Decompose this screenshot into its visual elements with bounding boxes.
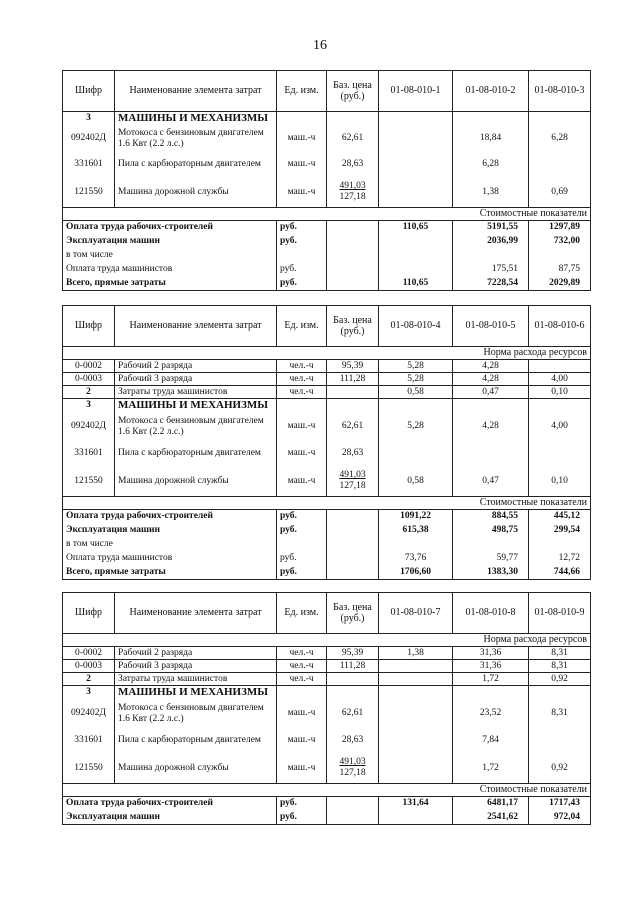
header-col: 01-08-010-3: [529, 71, 591, 112]
table-row: 331601 Пила с карбюраторным двигателем маш.-ч 28,63 7,84: [63, 728, 591, 754]
header-price: Баз. цена (руб.): [327, 71, 379, 112]
header-code: Шифр: [63, 306, 115, 347]
totals-row: Оплата труда рабочих-строителей руб. 1091,22 884,55 445,12: [63, 510, 591, 524]
resource-table-2: Шифр Наименование элемента затрат Ед. изм. Баз. цена (руб.) 01-08-010-4 01-08-010-5 01-08-010-6 Норма расхода ресурсов 0-0002 Рабочий 2 разряда чел.-ч 95,39 5,28 4,28 0-0003 Рабочий 3 разряда чел.-ч 111,28 5,28 4,28 4,00 2 Затраты труда машинистов чел.-ч 0,58 0,47 0,10 3 МАШИНЫ И МЕХАНИЗМЫ 092402Д Мотокоса с бензиновым двигателем 1.6 Квт (2.2 л.с.) маш.-ч 62,61 5,28 4,28 4,00 331601 Пила с карбюраторным двигателем маш.-ч 28,63 121550 Машина дорожной службы маш.-ч 491,03 127,18 0,58 0,47 0,10 Стоимостные показатели Оплата труда рабочих-строителей руб. 1091,22 884,55 445,12 Эксплуатация машин руб. 615,38 498,75 299,54 в том числе Оплата труда машинистов руб. 73,76 59,77 12,72 Всего, прямые затраты руб. 1706,60 1383,30 744,66: [62, 305, 591, 580]
section-title: МАШИНЫ И МЕХАНИЗМЫ: [115, 399, 277, 413]
totals-row: Эксплуатация машин руб. 2541,62 972,04: [63, 811, 591, 825]
header-col: 01-08-010-1: [379, 71, 453, 112]
header-price: Баз. цена (руб.): [327, 593, 379, 634]
header-name: Наименование элемента затрат: [115, 306, 277, 347]
totals-row: Оплата труда машинистов руб. 175,51 87,75: [63, 263, 591, 277]
table-row: 121550 Машина дорожной службы маш.-ч 491,03 127,18 1,38 0,69: [63, 178, 591, 208]
totals-row: Эксплуатация машин руб. 2036,99 732,00: [63, 235, 591, 249]
page-number: 16: [313, 38, 327, 53]
table-row: 092402Д Мотокоса с бензиновым двигателем 1.6 Квт (2.2 л.с.) маш.-ч 62,61 23,52 8,31: [63, 700, 591, 728]
header-code: Шифр: [63, 593, 115, 634]
table-row: 2 Затраты труда машинистов чел.-ч 1,72 0,92: [63, 673, 591, 686]
table-row: 0-0003 Рабочий 3 разряда чел.-ч 111,28 5,28 4,28 4,00: [63, 373, 591, 386]
totals-row: Оплата труда рабочих-строителей руб. 110,65 5191,55 1297,89: [63, 221, 591, 235]
table-row: 0-0002 Рабочий 2 разряда чел.-ч 95,39 1,38 31,36 8,31: [63, 647, 591, 660]
totals-row: Всего, прямые затраты руб. 1706,60 1383,30 744,66: [63, 566, 591, 580]
resource-table-3: [62, 592, 591, 825]
table-row: 331601 Пила с карбюраторным двигателем маш.-ч 28,63: [63, 441, 591, 467]
resource-norm-caption: Норма расхода ресурсов: [63, 347, 591, 360]
section-code: 3: [63, 112, 115, 126]
totals-row: Всего, прямые затраты руб. 110,65 7228,54 2029,89: [63, 277, 591, 291]
table-row: 092402Д Мотокоса с бензиновым двигателем 1.6 Квт (2.2 л.с.) маш.-ч 62,61 5,28 4,28 4,00: [63, 413, 591, 441]
cost-indicators-caption: Стоимостные показатели: [63, 784, 591, 797]
section-code: 3: [63, 686, 115, 700]
table-row: 2 Затраты труда машинистов чел.-ч 0,58 0,47 0,10: [63, 386, 591, 399]
section-title: МАШИНЫ И МЕХАНИЗМЫ: [115, 686, 277, 700]
header-code: Шифр: [63, 71, 115, 112]
totals-row: Эксплуатация машин руб. 615,38 498,75 299,54: [63, 524, 591, 538]
section-code: 3: [63, 399, 115, 413]
table-row: 092402Д Мотокоса с бензиновым двигателем 1.6 Квт (2.2 л.с.) маш.-ч 62,61 18,84 6,28: [63, 126, 591, 152]
cost-indicators-caption: Стоимостные показатели: [63, 497, 591, 510]
table-row: 0-0002 Рабочий 2 разряда чел.-ч 95,39 5,28 4,28: [63, 360, 591, 373]
resource-norm-caption: Норма расхода ресурсов: [63, 634, 591, 647]
header-col: 01-08-010-7: [379, 593, 453, 634]
resource-table-1: Шифр Наименование элемента затрат Ед. изм. Баз. цена (руб.) 01-08-010-1 01-08-010-2 01-08-010-3 3 МАШИНЫ И МЕХАНИЗМЫ 092402Д Мотокоса с бензиновым двигателем 1.6 Квт (2.2 л.с.) маш.-ч 62,61 18,84 6,28 331601 Пила с карбюраторным двигателем маш.-ч 28,63 6,28 121550 Машина дорожной службы маш.-ч 491,03 127,18 1,38 0,69 Стоимостные показатели Оплата труда рабочих-строителей руб. 110,65 5191,55 1297,89 Эксплуатация машин руб. 2036,99 732,00 в том числе Оплата труда машинистов руб. 175,51 87,75 Всего, прямые затраты руб. 110,65 7228,54 2029,89: [62, 70, 591, 291]
header-col: 01-08-010-9: [529, 593, 591, 634]
section-title: МАШИНЫ И МЕХАНИЗМЫ: [115, 112, 277, 126]
totals-row: Оплата труда машинистов руб. 73,76 59,77 12,72: [63, 552, 591, 566]
header-unit: Ед. изм.: [277, 71, 327, 112]
header-col: 01-08-010-6: [529, 306, 591, 347]
table-row: 331601 Пила с карбюраторным двигателем маш.-ч 28,63 6,28: [63, 152, 591, 178]
header-price: Баз. цена (руб.): [327, 306, 379, 347]
table-row: 121550 Машина дорожной службы маш.-ч 491,03 127,18 0,58 0,47 0,10: [63, 467, 591, 497]
header-col: 01-08-010-8: [453, 593, 529, 634]
table-row: 0-0003 Рабочий 3 разряда чел.-ч 111,28 31,36 8,31: [63, 660, 591, 673]
cost-indicators-caption: Стоимостные показатели: [63, 208, 591, 221]
header-unit: Ед. изм.: [277, 593, 327, 634]
header-col: 01-08-010-4: [379, 306, 453, 347]
header-name: Наименование элемента затрат: [115, 71, 277, 112]
header-col: 01-08-010-5: [453, 306, 529, 347]
header-name: Наименование элемента затрат: [115, 593, 277, 634]
header-col: 01-08-010-2: [453, 71, 529, 112]
totals-row: Оплата труда рабочих-строителей руб. 131,64 6481,17 1717,43: [63, 797, 591, 811]
table-row: 121550 Машина дорожной службы маш.-ч 491,03 127,18 1,72 0,92: [63, 754, 591, 784]
header-unit: Ед. изм.: [277, 306, 327, 347]
